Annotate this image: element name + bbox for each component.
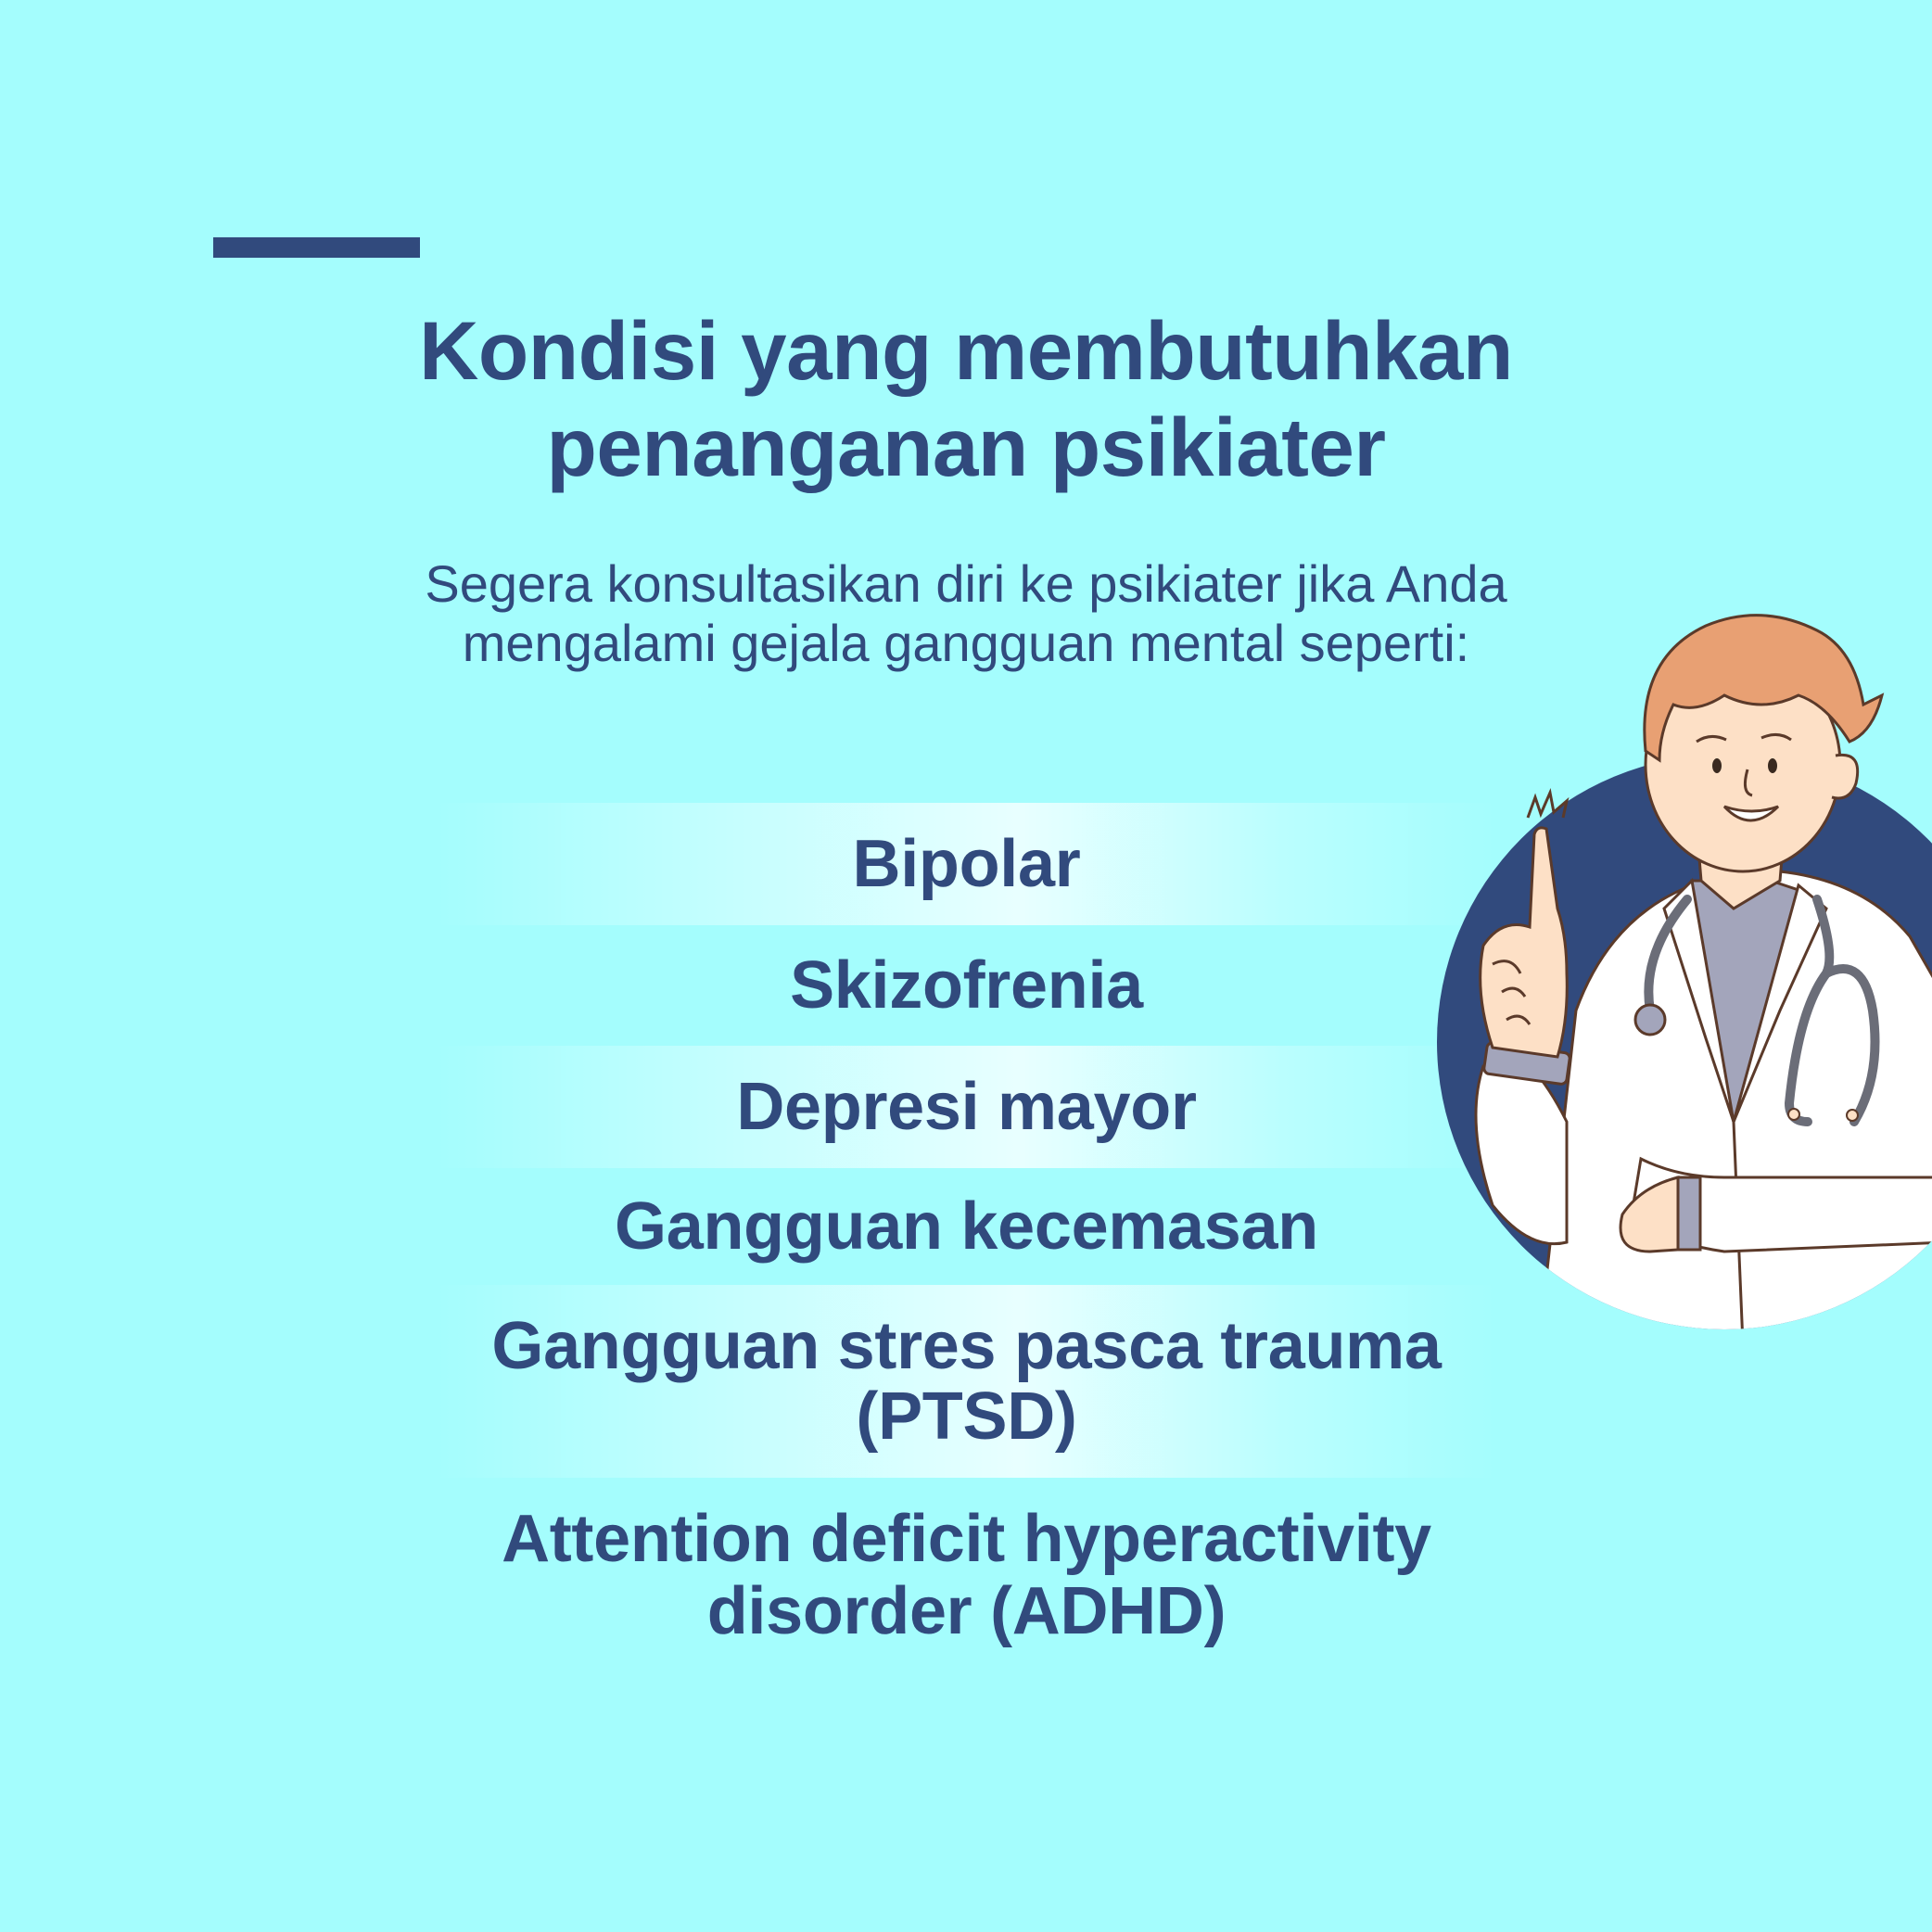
page-title (260, 302, 1672, 495)
eye-right (1768, 758, 1777, 773)
condition-item-bipolar (436, 803, 1497, 925)
stethoscope-earpiece-right (1847, 1110, 1858, 1121)
cuff-right (1678, 1177, 1700, 1250)
condition-item-ptsd (436, 1285, 1497, 1478)
subtitle-line-1: Segera konsultasikan diri ke psikiater jika Anda (425, 554, 1507, 613)
stethoscope-chestpiece (1635, 1005, 1665, 1035)
condition-label-line-2: disorder (ADHD) (706, 1574, 1227, 1648)
accent-bar (213, 237, 420, 258)
title-line-2: penanganan psikiater (546, 400, 1386, 493)
stethoscope-earpiece-left (1788, 1109, 1799, 1120)
condition-label-line-2: (PTSD) (856, 1379, 1077, 1454)
condition-label-line-1: Gangguan stres pasca trauma (491, 1309, 1442, 1383)
doctor-illustration (1428, 603, 1932, 1344)
conditions-list (436, 803, 1497, 1672)
condition-label-line-1: Attention deficit hyperactivity (502, 1502, 1431, 1576)
eye-left (1712, 758, 1722, 773)
title-line-1: Kondisi yang membutuhkan (419, 304, 1513, 397)
condition-item-depresi-mayor (436, 1046, 1497, 1168)
condition-item-skizofrenia (436, 925, 1497, 1046)
condition-item-gangguan-kecemasan (436, 1168, 1497, 1285)
condition-label: Skizofrenia (790, 948, 1143, 1023)
subtitle-line-2: mengalami gejala gangguan mental seperti: (462, 614, 1470, 672)
condition-item-adhd (436, 1478, 1497, 1672)
condition-label: Depresi mayor (736, 1070, 1197, 1144)
condition-label: Bipolar (852, 827, 1081, 901)
condition-label: Gangguan kecemasan (615, 1189, 1318, 1264)
doctor-svg (1428, 603, 1932, 1344)
